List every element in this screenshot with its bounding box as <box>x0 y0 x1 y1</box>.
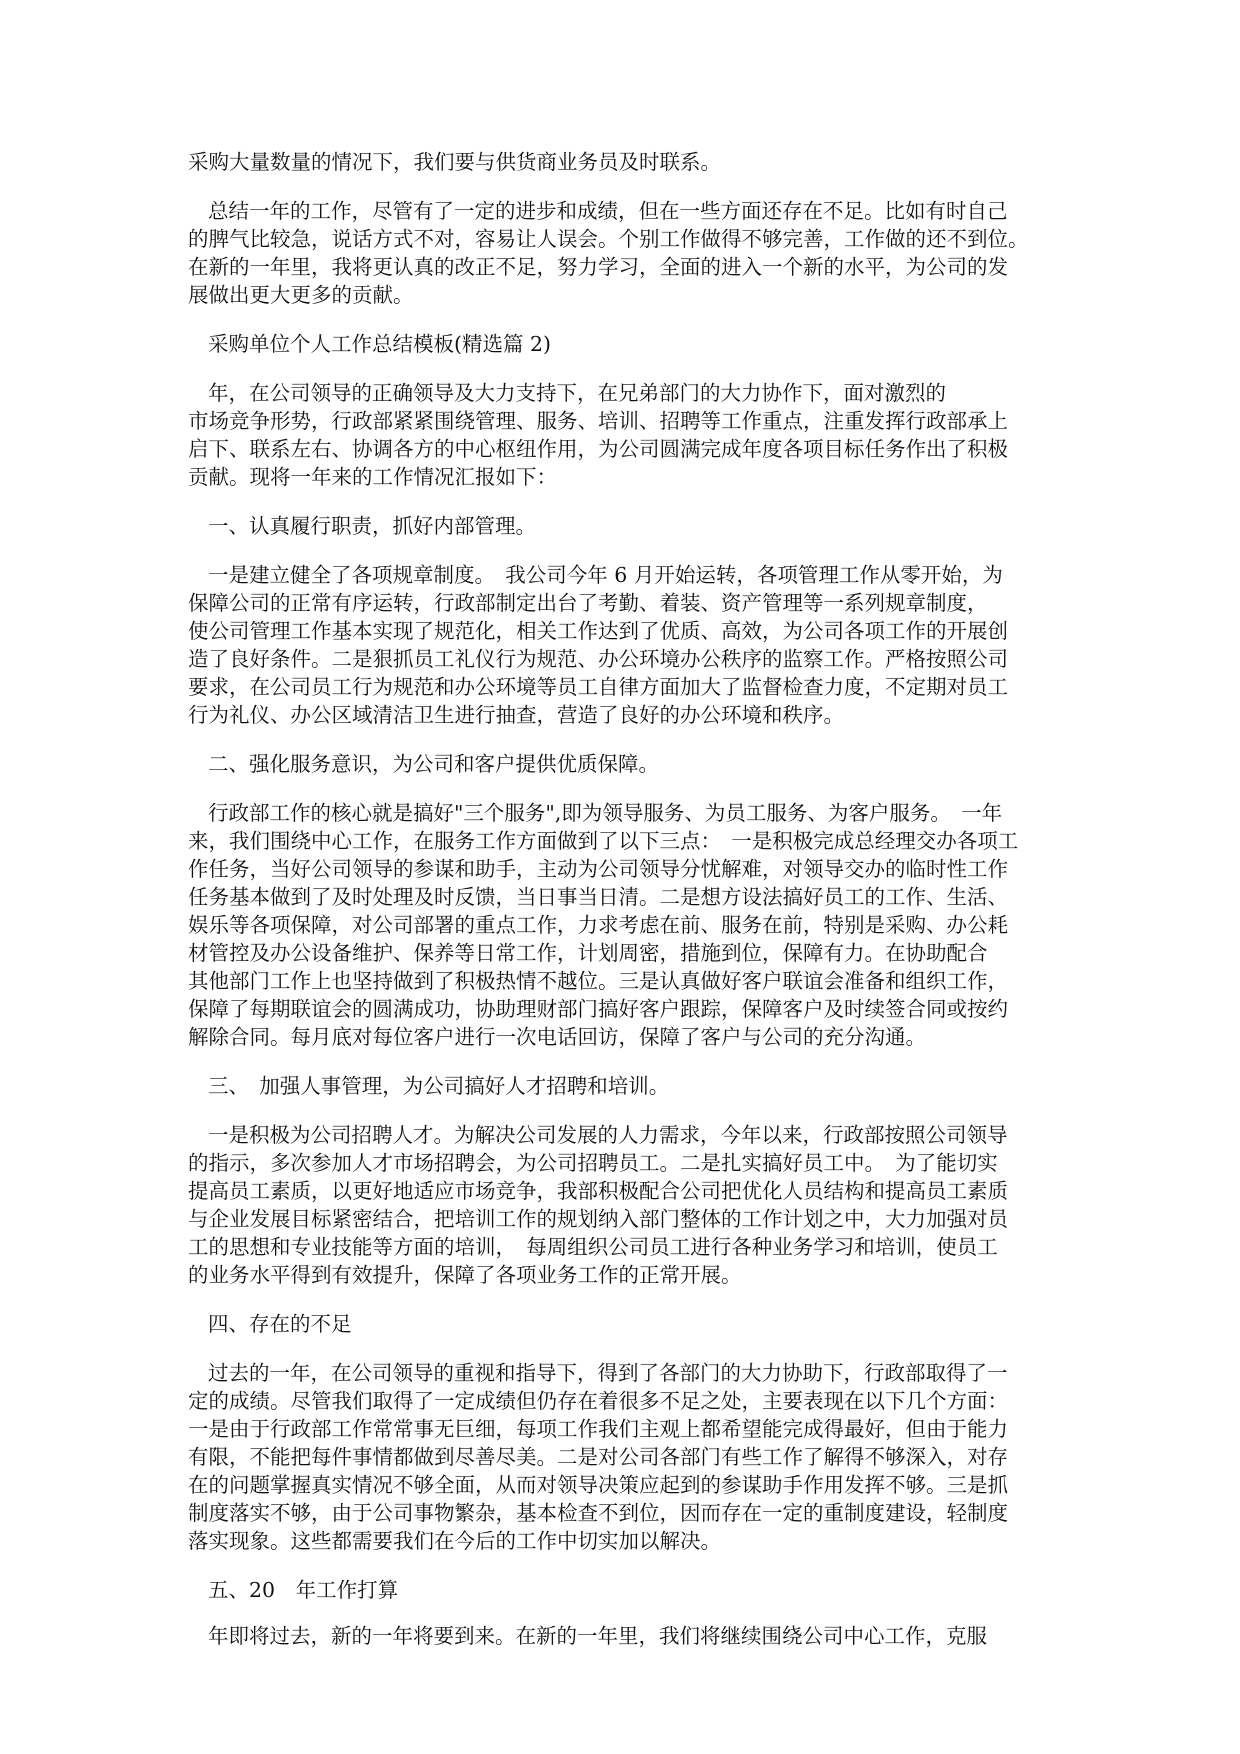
text-line: 年即将过去，新的一年将要到来。在新的一年里，我们将继续围绕公司中心工作，克服 <box>208 1624 987 1648</box>
text-line: 的脾气比较急，说话方式不对，容易让人误会。个别工作做得不够完善，工作做的还不到位。 <box>188 227 1029 251</box>
text-line: 保障了每期联谊会的圆满成功，协助理财部门搞好客户跟踪，保障客户及时续签合同或按约 <box>188 997 1008 1021</box>
text-line: 作任务，当好公司领导的参谋和助手，主动为公司领导分忧解难，对领导交办的临时性工作 <box>188 857 1008 881</box>
heading-text: 采购单位个人工作总结模板(精选篇 2) <box>208 332 552 356</box>
heading-text: 二、强化服务意识，为公司和客户提供优质保障。 <box>208 752 659 776</box>
section-heading-main <box>188 330 1064 358</box>
text-line: 启下、联系左右、协调各方的中心枢纽作用，为公司圆满完成年度各项目标任务作出了积极 <box>188 437 1008 461</box>
text-line: 一是建立健全了各项规章制度。 我公司今年 6 月开始运转，各项管理工作从零开始，为 <box>208 563 1003 587</box>
paragraph-7 <box>188 1359 1064 1555</box>
heading-text: 四、存在的不足 <box>208 1312 352 1336</box>
text-line: 材管控及办公设备维护、保养等日常工作，计划周密，措施到位，保障有力。在协助配合 <box>188 941 988 965</box>
heading-text: 五、20 年工作打算 <box>208 1578 399 1602</box>
section-heading-3 <box>188 1072 1064 1100</box>
paragraph-5 <box>188 799 1064 1051</box>
text-line: 一是由于行政部工作常常事无巨细，每项工作我们主观上都希望能完成得最好，但由于能力 <box>188 1417 1008 1441</box>
text-line: 来，我们围绕中心工作，在服务工作方面做到了以下三点： 一是积极完成总经理交办各项工 <box>188 829 1019 853</box>
text-line: 在新的一年里，我将更认真的改正不足，努力学习，全面的进入一个新的水平，为公司的发 <box>188 255 1008 279</box>
text-line: 的业务水平得到有效提升，保障了各项业务工作的正常开展。 <box>188 1263 742 1287</box>
text-line: 工的思想和专业技能等方面的培训， 每周组织公司员工进行各种业务学习和培训，使员工 <box>188 1235 998 1259</box>
text-line: 解除合同。每月底对每位客户进行一次电话回访，保障了客户与公司的充分沟通。 <box>188 1025 926 1049</box>
text-line: 其他部门工作上也坚持做到了积极热情不越位。三是认真做好客户联谊会准备和组织工作， <box>188 969 1008 993</box>
text-line: 使公司管理工作基本实现了规范化，相关工作达到了优质、高效，为公司各项工作的开展创 <box>188 619 1008 643</box>
text-line: 行政部工作的核心就是搞好"三个服务",即为领导服务、为员工服务、为客户服务。 一年 <box>208 801 1003 825</box>
text-line: 制度落实不够，由于公司事物繁杂，基本检查不到位，因而存在一定的重制度建设，轻制度 <box>188 1501 1008 1525</box>
section-heading-5 <box>188 1576 1064 1604</box>
section-heading-2 <box>188 750 1064 778</box>
paragraph-8 <box>188 1622 1064 1650</box>
paragraph-4 <box>188 561 1064 729</box>
paragraph-1 <box>188 148 1064 176</box>
paragraph-6 <box>188 1121 1064 1289</box>
text-line: 的指示，多次参加人才市场招聘会，为公司招聘员工。二是扎实搞好员工中。 为了能切实 <box>188 1151 998 1175</box>
text-line: 提高员工素质，以更好地适应市场竞争，我部积极配合公司把优化人员结构和提高员工素质 <box>188 1179 1008 1203</box>
paragraph-2 <box>188 197 1064 309</box>
section-heading-4 <box>188 1310 1064 1338</box>
heading-text: 三、 加强人事管理，为公司搞好人才招聘和培训。 <box>208 1074 670 1098</box>
text-line: 定的成绩。尽管我们取得了一定成绩但仍存在着很多不足之处，主要表现在以下几个方面： <box>188 1389 1008 1413</box>
text-line: 一是积极为公司招聘人才。为解决公司发展的人力需求，今年以来，行政部按照公司领导 <box>208 1123 1008 1147</box>
text-line: 行为礼仪、办公区域清洁卫生进行抽查，营造了良好的办公环境和秩序。 <box>188 703 844 727</box>
text-line: 造了良好条件。二是狠抓员工礼仪行为规范、办公环境办公秩序的监察工作。严格按照公司 <box>188 647 1008 671</box>
text-line: 市场竞争形势，行政部紧紧围绕管理、服务、培训、招聘等工作重点，注重发挥行政部承上 <box>188 409 1008 433</box>
text-line: 要求，在公司员工行为规范和办公环境等员工自律方面加大了监督检查力度，不定期对员工 <box>188 675 1008 699</box>
text-line: 落实现象。这些都需要我们在今后的工作中切实加以解决。 <box>188 1529 721 1553</box>
text-line: 娱乐等各项保障，对公司部署的重点工作，力求考虑在前、服务在前，特别是采购、办公耗 <box>188 913 1008 937</box>
text-line: 有限，不能把每件事情都做到尽善尽美。二是对公司各部门有些工作了解得不够深入，对存 <box>188 1445 1008 1469</box>
text-line: 与企业发展目标紧密结合，把培训工作的规划纳入部门整体的工作计划之中，大力加强对员 <box>188 1207 1008 1231</box>
text-line: 贡献。现将一年来的工作情况汇报如下： <box>188 465 557 489</box>
text-line: 任务基本做到了及时处理及时反馈，当日事当日清。二是想方设法搞好员工的工作、生活、 <box>188 885 1008 909</box>
text-line: 采购大量数量的情况下，我们要与供货商业务员及时联系。 <box>188 150 721 174</box>
text-line: 年，在公司领导的正确领导及大力支持下，在兄弟部门的大力协作下，面对激烈的 <box>208 381 946 405</box>
heading-text: 一、认真履行职责，抓好内部管理。 <box>208 514 536 538</box>
text-line: 展做出更大更多的贡献。 <box>188 283 414 307</box>
text-line: 总结一年的工作，尽管有了一定的进步和成绩，但在一些方面还存在不足。比如有时自己 <box>208 199 1008 223</box>
text-line: 在的问题掌握真实情况不够全面，从而对领导决策应起到的参谋助手作用发挥不够。三是抓 <box>188 1473 1008 1497</box>
text-line: 保障公司的正常有序运转，行政部制定出台了考勤、着装、资产管理等一系列规章制度， <box>188 591 988 615</box>
text-line: 过去的一年，在公司领导的重视和指导下，得到了各部门的大力协助下，行政部取得了一 <box>208 1361 1008 1385</box>
paragraph-3 <box>188 379 1064 491</box>
section-heading-1 <box>188 512 1064 540</box>
